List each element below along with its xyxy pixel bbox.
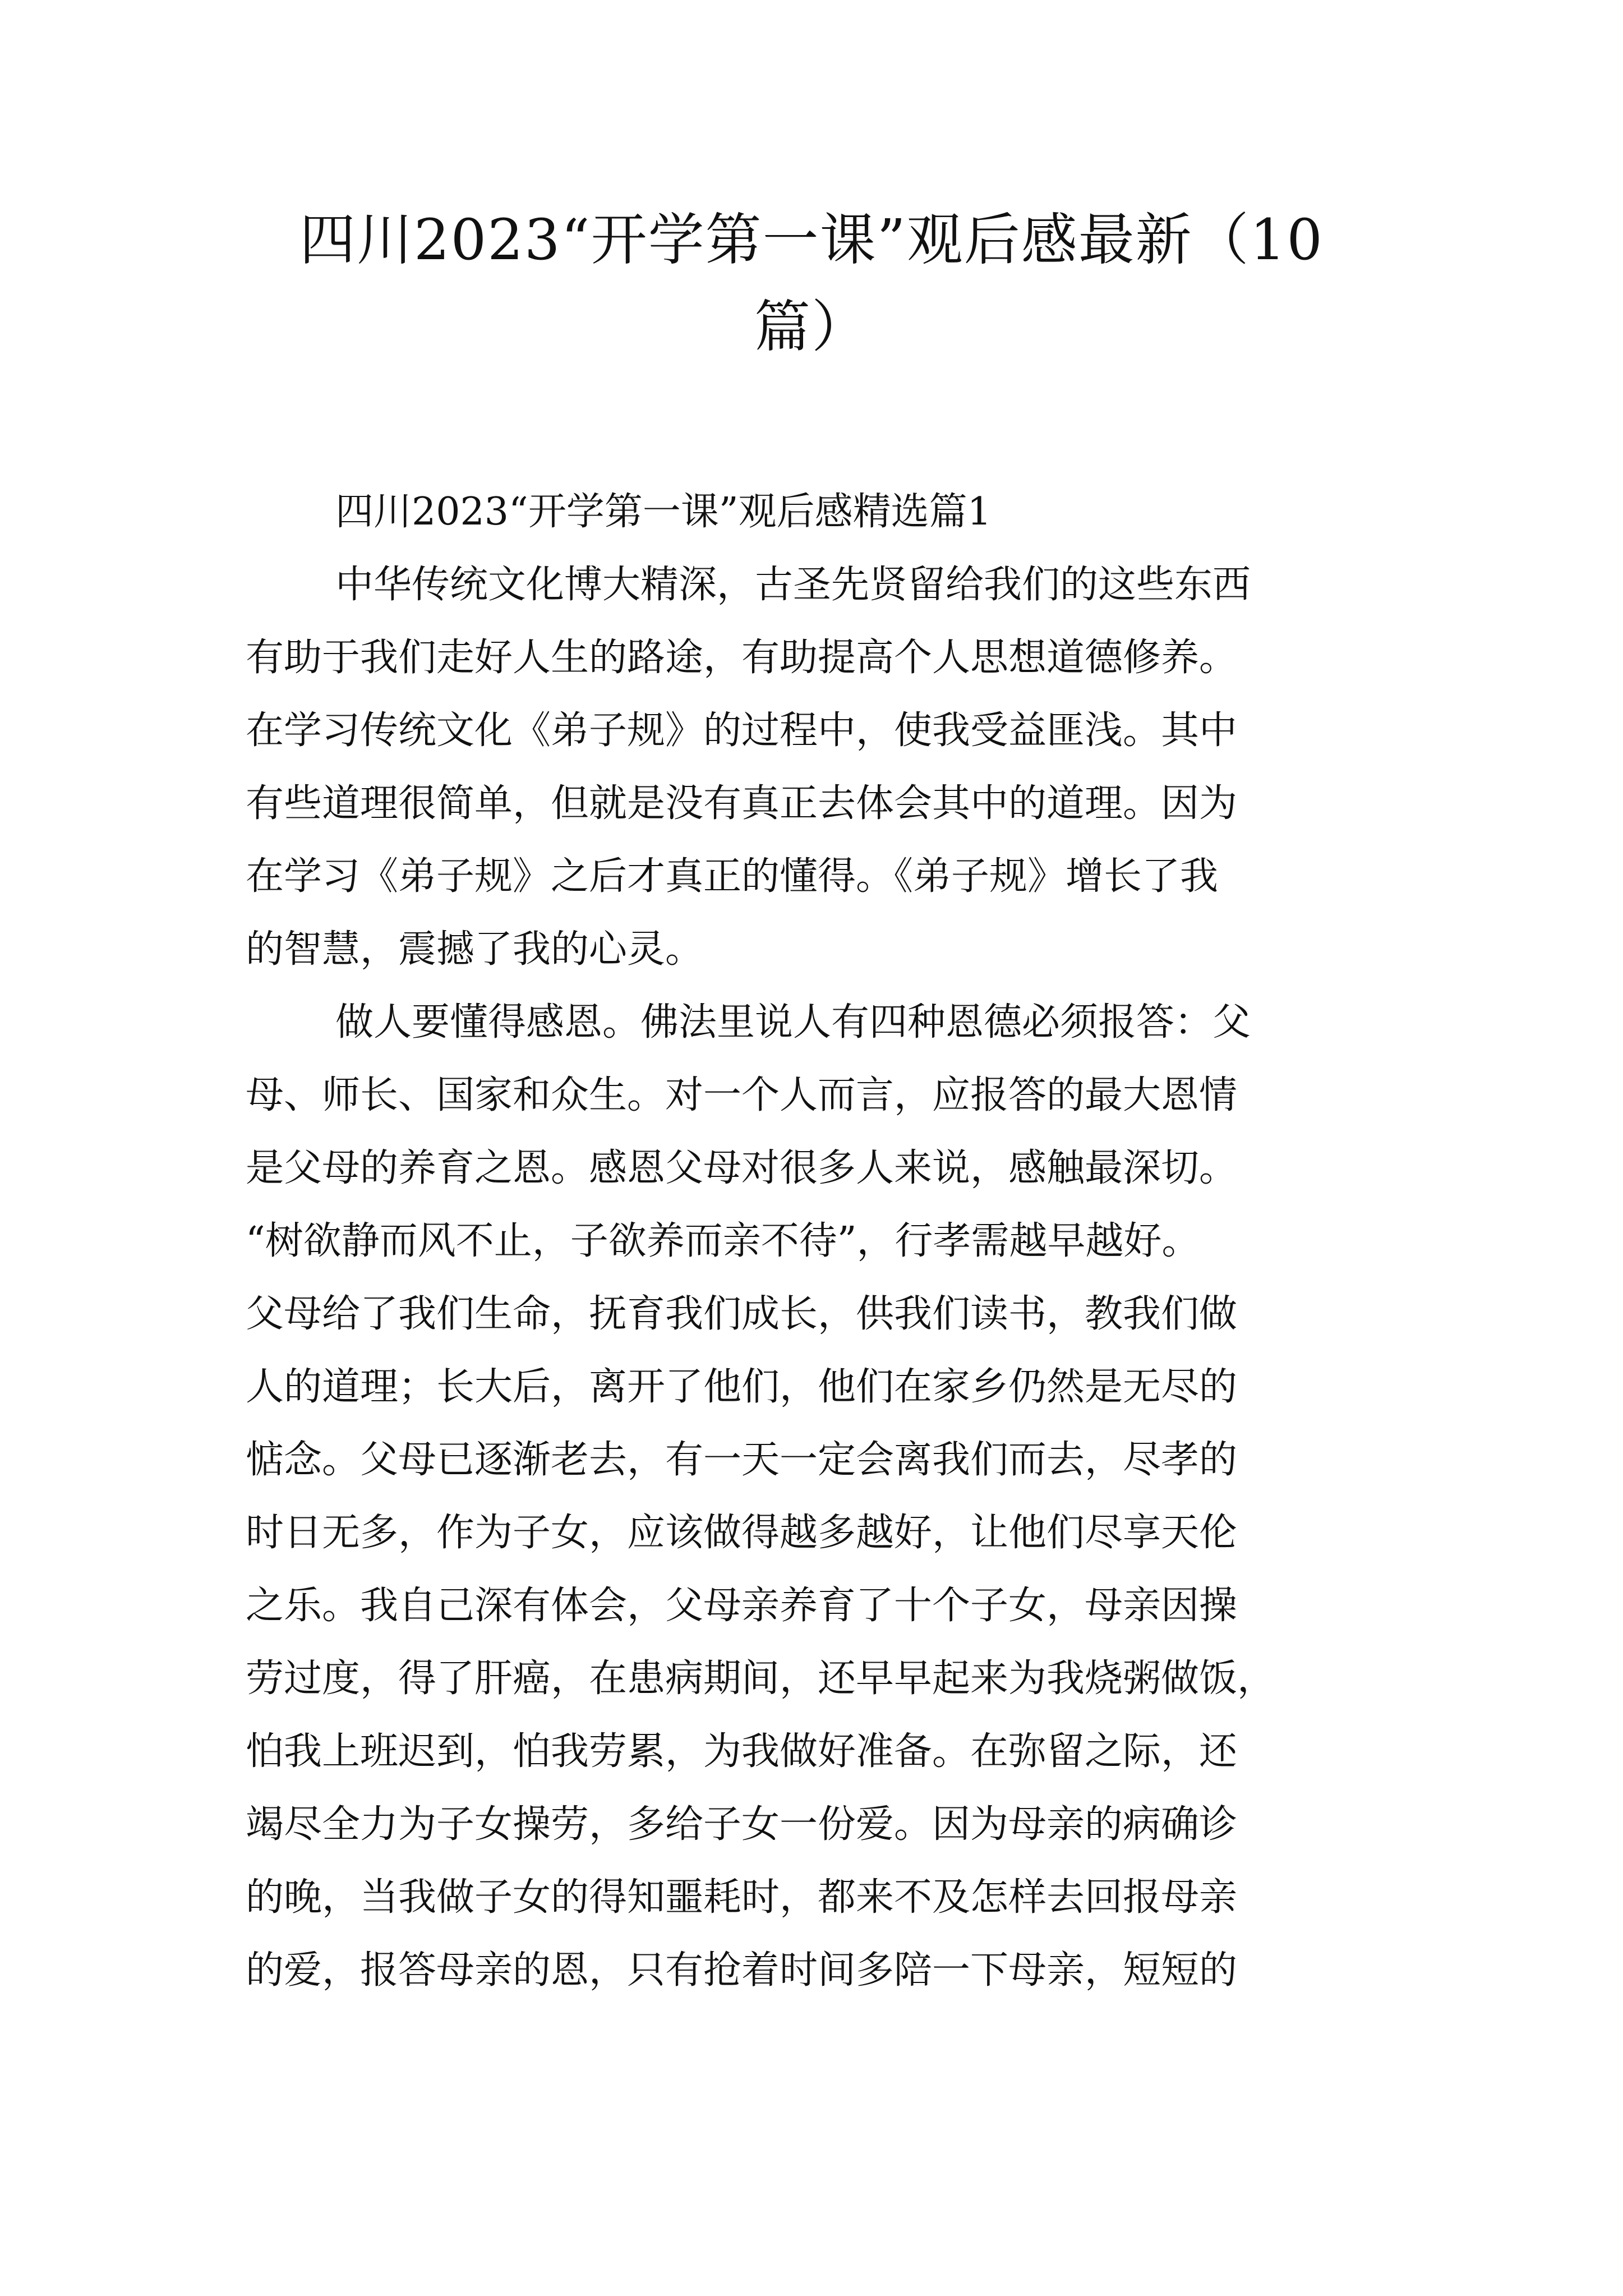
paragraph-line: 之乐。我自己深有体会，父母亲养育了十个子女，母亲因操 (246, 1584, 1238, 1628)
paragraph (246, 986, 1382, 2007)
paragraph-line: 竭尽全力为子女操劳，多给子女一份爱。因为母亲的病确诊 (246, 1802, 1238, 1847)
document-body (246, 476, 1382, 2007)
paragraph-line: 母、师长、国家和众生。对一个人而言，应报答的最大恩情 (246, 1073, 1238, 1117)
title-line: 四川2023“开学第一课”观后感最新（10 (299, 207, 1324, 273)
paragraph-line: 在学习《弟子规》之后才真正的懂得。《弟子规》增长了我 (246, 854, 1219, 899)
paragraph-line: 的晚，当我做子女的得知噩耗时，都来不及怎样去回报母亲 (246, 1875, 1238, 1920)
document-title (224, 196, 1399, 370)
paragraph-line: 有些道理很简单，但就是没有真正去体会其中的道理。因为 (246, 781, 1238, 826)
paragraph-line: 有助于我们走好人生的路途，有助提高个人思想道德修养。 (246, 636, 1238, 680)
paragraph-line: 惦念。父母已逐渐老去，有一天一定会离我们而去，尽孝的 (246, 1438, 1238, 1482)
title-line: 篇） (754, 294, 869, 360)
paragraph-line: 父母给了我们生命，抚育我们成长，供我们读书，教我们做 (246, 1292, 1238, 1336)
paragraph (246, 549, 1382, 986)
paragraph-line: 时日无多，作为子女，应该做得越多越好，让他们尽享天伦 (246, 1511, 1238, 1555)
paragraph-line: 在学习传统文化《弟子规》的过程中，使我受益匪浅。其中 (246, 708, 1238, 753)
paragraph-line: 的智慧，震撼了我的心灵。 (246, 927, 704, 972)
paragraph-line: 的爱，报答母亲的恩，只有抢着时间多陪一下母亲，短短的 (246, 1948, 1238, 1993)
paragraph-line: 人的道理；长大后，离开了他们，他们在家乡仍然是无尽的 (246, 1365, 1238, 1409)
paragraph-line: 中华传统文化博大精深，古圣先贤留给我们的这些东西 (335, 563, 1251, 607)
section-heading: 四川2023“开学第一课”观后感精选篇1 (335, 490, 992, 534)
paragraph-line: 是父母的养育之恩。感恩父母对很多人来说，感触最深切。 (246, 1146, 1238, 1190)
paragraph-line: 怕我上班迟到，怕我劳累，为我做好准备。在弥留之际，还 (246, 1729, 1238, 1774)
paragraph-line: 劳过度，得了肝癌，在患病期间，还早早起来为我烧粥做饭， (246, 1657, 1276, 1701)
paragraph-line: “树欲静而风不止，子欲养而亲不待”，行孝需越早越好。 (246, 1219, 1200, 1263)
paragraph-line: 做人要懂得感恩。佛法里说人有四种恩德必须报答：父 (335, 1000, 1251, 1045)
